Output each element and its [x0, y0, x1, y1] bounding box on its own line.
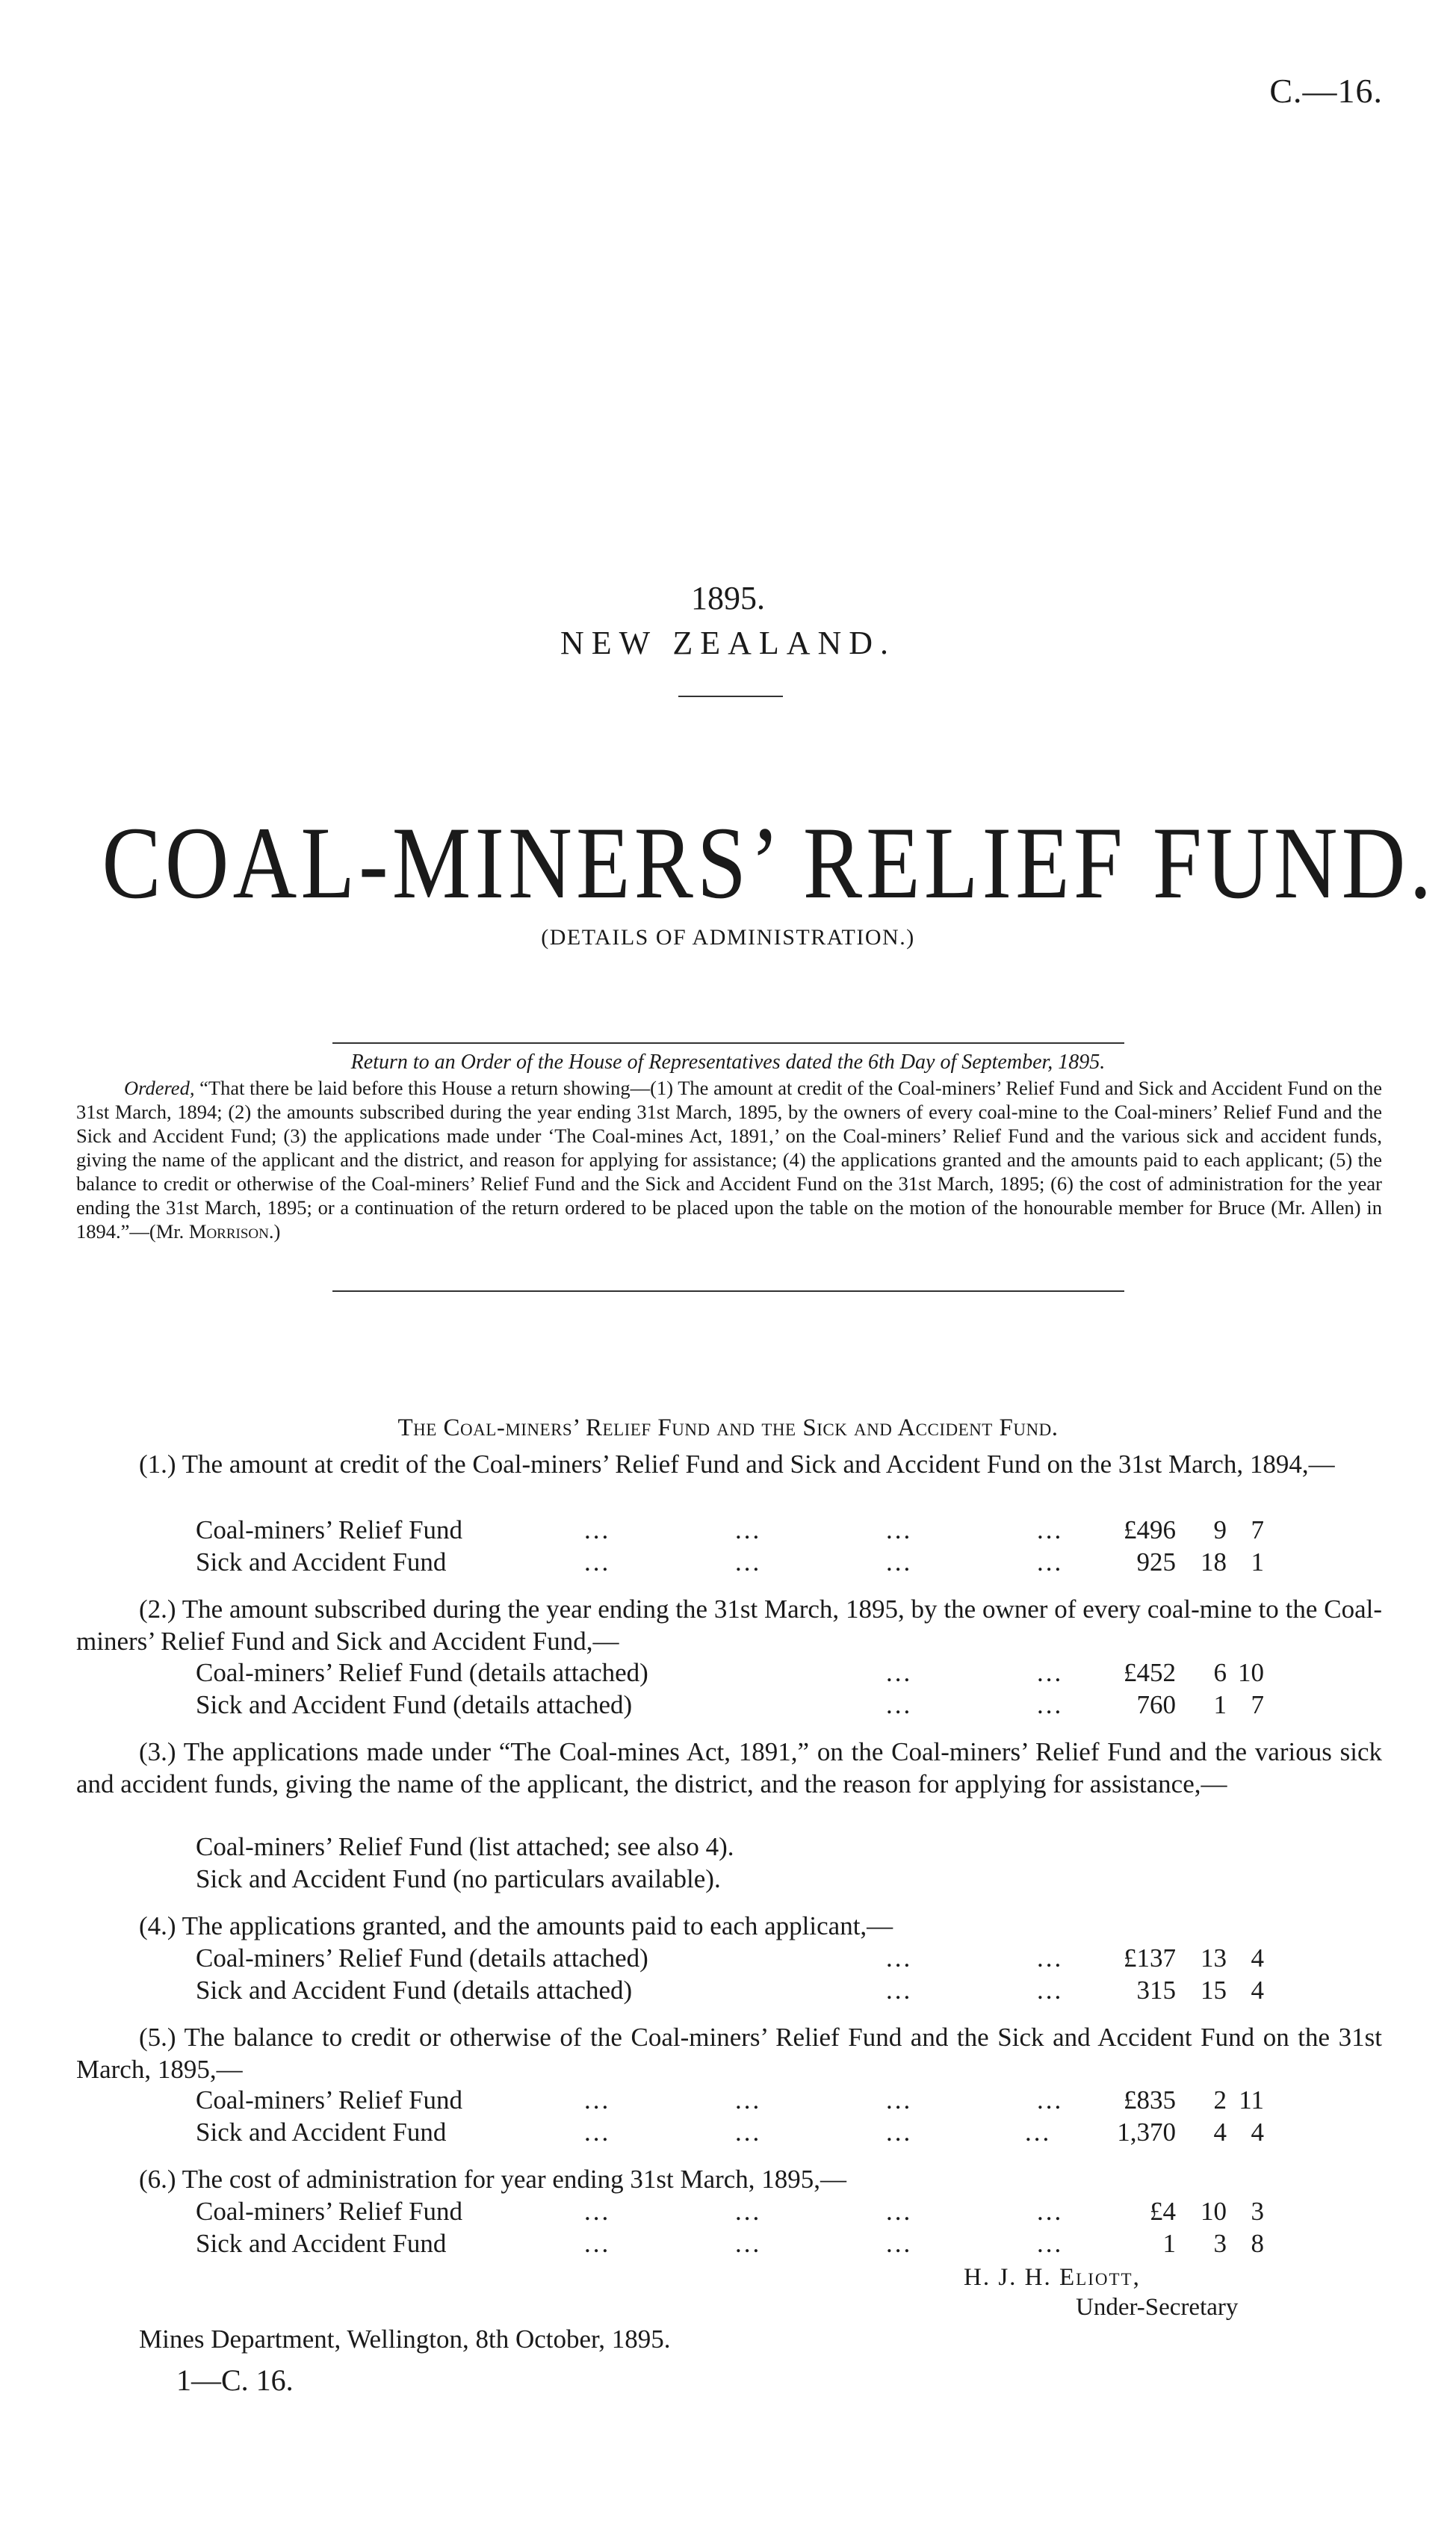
item-1-text: (1.) The amount at credit of the Coal-miners’ Relief Fund and Sick and Accident Fund on the 31st March, 1894,— — [139, 1450, 1335, 1479]
row-label: Coal-miners’ Relief Fund (details attached) — [196, 1658, 648, 1687]
table-row: Sick and Accident Fund ... ... ... ... 925 18 1 — [196, 1547, 1264, 1577]
item-4-text: (4.) The applications granted, and the amounts paid to each applicant,— — [139, 1911, 893, 1940]
table-row: Coal-miners’ Relief Fund ... ... ... ... £496 9 7 — [196, 1515, 1264, 1544]
row-label: Sick and Accident Fund (details attached) — [196, 1690, 633, 1719]
signatory-title: Under-Secretary — [1076, 2294, 1239, 2321]
row-label: Sick and Accident Fund (details attached) — [196, 1976, 633, 2005]
table-row: Coal-miners’ Relief Fund (details attached) ... ... £137 13 4 — [196, 1943, 1264, 1973]
table-row: Coal-miners’ Relief Fund ... ... ... ... £4 10 3 — [196, 2197, 1264, 2226]
document-subtitle: (DETAILS OF ADMINISTRATION.) — [541, 925, 915, 950]
ordered-text: “That there be laid before this House a return showing—(1) The amount at credit of the Coal-miners’ Relief Fund and Sick and Accident Fund on the 31st March, 1894; (2) the amounts subscribed during the year ending 31st March, 1895, by the owners of every coal-mine to the Coal-miners’ Relief Fund and the Sick and Accident Fund; (3) the applications made under ‘The Coal-mines Act, 1891,’ on the Coal-miners’ Relief Fund and the various sick and accident funds, giving the name of the applicant and the district, and reason for applying for assistance; (4) the applications granted and the amounts paid to each applicant; (5) the balance to credit or otherwise of the Coal-miners’ Relief Fund and the Sick and Accident Fund on the 31st March, 1895; (6) the cost of administration for the year ending the 31st March, 1895; or a continuation of the return ordered to be placed upon the table on the motion of the honourable member for Bruce (Mr. Allen) in 1894.”—(Mr. — [76, 1077, 1383, 1243]
publication-year: 1895. — [691, 580, 765, 616]
section-heading: The Coal-miners’ Relief Fund and the Sick and Accident Fund. — [397, 1414, 1059, 1441]
page-signature-mark: 1—C. 16. — [176, 2363, 294, 2397]
table-row: Sick and Accident Fund ... ... ... ... 1,370 4 4 — [196, 2118, 1264, 2147]
ordered-mover: Morrison.) — [188, 1220, 281, 1243]
item-3-sick-note: Sick and Accident Fund (no particulars available). — [196, 1864, 721, 1893]
row-label: Coal-miners’ Relief Fund — [196, 2197, 463, 2226]
return-order-line: Return to an Order of the House of Representatives dated the 6th Day of September, 1895. — [350, 1051, 1106, 1074]
row-label: Sick and Accident Fund — [196, 2229, 447, 2258]
item-5-text: (5.) The balance to credit or otherwise of the Coal-miners’ Relief Fund and the Sick and Accident Fund on the 31st March, 1895,— — [76, 2023, 1382, 2084]
table-row: Sick and Accident Fund (details attached) ... ... 315 15 4 — [196, 1976, 1264, 2005]
document-reference: C.—16. — [1269, 72, 1383, 110]
country-heading: NEW ZEALAND. — [560, 625, 896, 661]
table-row: Sick and Accident Fund (details attached) ... ... 760 1 7 — [196, 1690, 1264, 1719]
item-3-text: (3.) The applications made under “The Coal-mines Act, 1891,” on the Coal-miners’ Relief Fund and the various sick and accident funds, giving the name of the applicant, the district, and the reason for applying for assistance,— — [76, 1737, 1382, 1798]
row-label: Sick and Accident Fund — [196, 2118, 447, 2147]
row-label: Coal-miners’ Relief Fund — [196, 2085, 463, 2115]
table-row: Coal-miners’ Relief Fund ... ... ... ... £835 2 11 — [196, 2085, 1264, 2115]
ordered-label: Ordered, — [124, 1077, 195, 1099]
document-title: COAL-MINERS’ RELIEF FUND. — [102, 805, 1436, 920]
short-rule — [678, 696, 783, 697]
item-2-text: (2.) The amount subscribed during the year ending the 31st March, 1895, by the owner of every coal-mine to the Coal-miners’ Relief Fund and Sick and Accident Fund,— — [76, 1594, 1382, 1656]
item-3-relief-note: Coal-miners’ Relief Fund (list attached; see also 4). — [196, 1832, 734, 1861]
signatory-name: H. J. H. Eliott, — [964, 2264, 1141, 2291]
ordered-paragraph — [76, 1076, 1382, 1243]
order-bottom-rule — [332, 1290, 1124, 1292]
row-label: Coal-miners’ Relief Fund — [196, 1515, 463, 1544]
table-row: Sick and Accident Fund ... ... ... ... 1 3 8 — [196, 2229, 1264, 2258]
row-label: Coal-miners’ Relief Fund (details attached) — [196, 1943, 648, 1973]
item-6-text: (6.) The cost of administration for year ending 31st March, 1895,— — [139, 2165, 847, 2194]
table-row: Coal-miners’ Relief Fund (details attached) ... ... £452 6 10 — [196, 1658, 1264, 1687]
row-label: Sick and Accident Fund — [196, 1547, 447, 1577]
department-dateline: Mines Department, Wellington, 8th October, 1895. — [139, 2325, 671, 2354]
order-top-rule — [332, 1042, 1124, 1044]
